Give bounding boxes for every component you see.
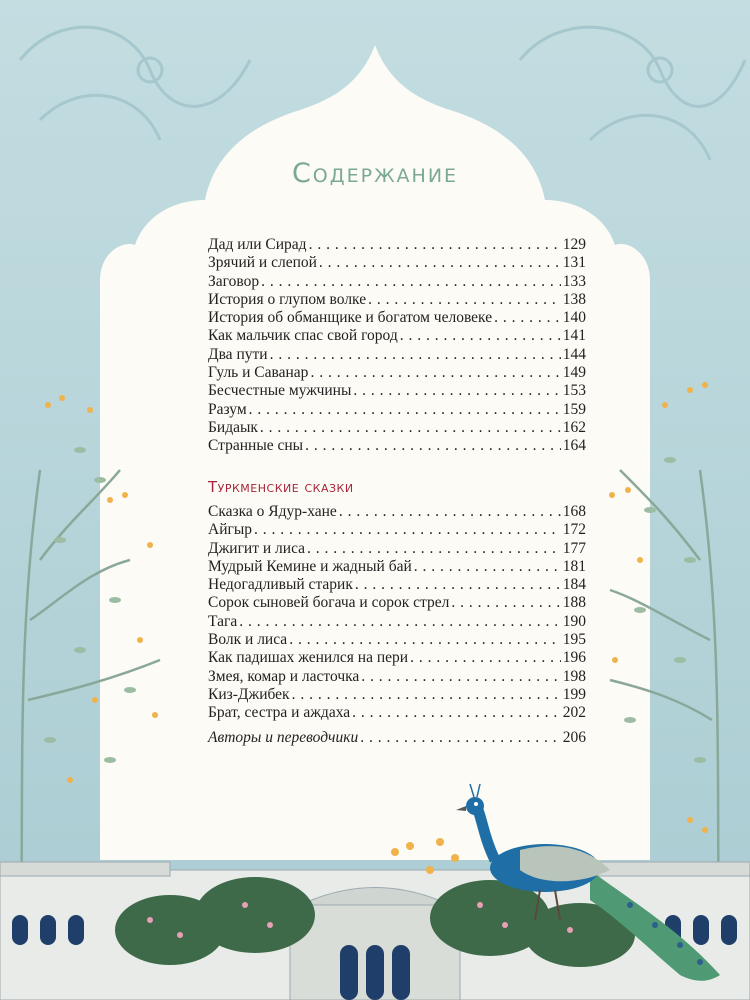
toc-entry-page: 177 bbox=[562, 539, 586, 557]
toc-entry[interactable] bbox=[208, 291, 586, 309]
toc-leader-dots bbox=[355, 576, 561, 594]
toc-entry-page: 190 bbox=[562, 612, 586, 630]
toc-entry-title: Тага bbox=[208, 612, 238, 630]
toc-leader-dots bbox=[319, 254, 561, 272]
toc-entry[interactable] bbox=[208, 236, 586, 254]
toc-entry-title: Как падишах женился на пери bbox=[208, 649, 409, 667]
toc-leader-dots bbox=[368, 291, 561, 309]
toc-group-1 bbox=[208, 236, 586, 456]
toc-group-2 bbox=[208, 503, 586, 723]
toc-entry-title: История об обманщике и богатом человеке bbox=[208, 309, 493, 327]
toc-entry[interactable] bbox=[208, 704, 586, 722]
toc-leader-dots bbox=[270, 346, 561, 364]
toc-entry-page: 198 bbox=[562, 667, 586, 685]
toc-entry-page: 164 bbox=[562, 437, 586, 455]
toc-entry-title: Волк и лиса bbox=[208, 631, 288, 649]
toc-entry-title: Бесчестные мужчины bbox=[208, 382, 352, 400]
toc-entry-title: Змея, комар и ласточка bbox=[208, 667, 360, 685]
toc-leader-dots bbox=[260, 419, 561, 437]
toc-entry-title: Два пути bbox=[208, 345, 268, 363]
toc-entry[interactable] bbox=[208, 437, 586, 455]
toc-entry-page: 162 bbox=[562, 418, 586, 436]
toc-entry[interactable] bbox=[208, 668, 586, 686]
toc-leader-dots bbox=[451, 594, 560, 612]
toc-entry-title: Сорок сыновей богача и сорок стрел bbox=[208, 594, 450, 612]
toc-leader-dots bbox=[361, 668, 560, 686]
toc-entry-title: Джигит и лиса bbox=[208, 539, 306, 557]
toc-leader-dots bbox=[339, 503, 561, 521]
toc-leader-dots bbox=[254, 521, 561, 539]
toc-entry-page: 153 bbox=[562, 382, 586, 400]
toc-entry-page: 199 bbox=[562, 685, 586, 703]
toc-entry-page: 144 bbox=[562, 345, 586, 363]
toc-entry-page: 168 bbox=[562, 503, 586, 520]
toc-entry-page: 184 bbox=[562, 576, 586, 594]
toc-entry-page: 181 bbox=[562, 557, 586, 575]
toc-entry-title: Как мальчик спас свой город bbox=[208, 327, 398, 345]
toc-entry-page: 195 bbox=[562, 631, 586, 649]
toc-entry-title: Айгыр bbox=[208, 521, 253, 539]
toc-entry[interactable] bbox=[208, 613, 586, 631]
toc-entry-title: Авторы и переводчики bbox=[208, 729, 359, 746]
toc-entry-title: Мудрый Кемине и жадный бай bbox=[208, 557, 412, 575]
toc-entry-page: 131 bbox=[562, 254, 586, 272]
toc-leader-dots bbox=[494, 309, 561, 327]
toc-entry-title: Заговор bbox=[208, 272, 260, 290]
toc-entry-title: История о глупом волке bbox=[208, 290, 367, 308]
toc-entry-page: 138 bbox=[562, 290, 586, 308]
toc-entry-title: Киз-Джибек bbox=[208, 685, 290, 703]
toc-leader-dots bbox=[310, 364, 560, 382]
toc-entry[interactable] bbox=[208, 594, 586, 612]
toc-leader-dots bbox=[309, 236, 561, 254]
toc-entry-page: 141 bbox=[562, 327, 586, 345]
toc-entry-title: Сказка о Ядур-хане bbox=[208, 503, 337, 520]
toc-entry-title: Гуль и Саванар bbox=[208, 364, 309, 382]
toc-entry-page: 159 bbox=[562, 400, 586, 418]
toc-entry[interactable] bbox=[208, 576, 586, 594]
toc-leader-dots bbox=[289, 631, 561, 649]
toc-entry-page: 206 bbox=[562, 729, 586, 746]
toc-leader-dots bbox=[410, 649, 561, 667]
toc-leader-dots bbox=[261, 273, 561, 291]
toc-leader-dots bbox=[353, 382, 560, 400]
toc-leader-dots bbox=[307, 540, 561, 558]
toc-leader-dots bbox=[400, 327, 561, 345]
toc-entry[interactable] bbox=[208, 558, 586, 576]
toc-entry[interactable] bbox=[208, 686, 586, 704]
toc-entry[interactable] bbox=[208, 419, 586, 437]
toc-entry-title: Разум bbox=[208, 400, 247, 418]
toc-entry-page: 133 bbox=[562, 272, 586, 290]
toc-entry[interactable] bbox=[208, 649, 586, 667]
toc-leader-dots bbox=[352, 704, 561, 722]
toc-entry-title: Брат, сестра и аждаха bbox=[208, 704, 351, 722]
toc-entry[interactable] bbox=[208, 631, 586, 649]
toc-entry[interactable] bbox=[208, 382, 586, 400]
toc-entry-page: 172 bbox=[562, 521, 586, 539]
toc-entry-page: 196 bbox=[562, 649, 586, 667]
toc-entry[interactable] bbox=[208, 254, 586, 272]
toc-entry[interactable] bbox=[208, 503, 586, 521]
toc-leader-dots bbox=[239, 613, 561, 631]
toc-authors bbox=[208, 729, 586, 747]
section-heading: Туркменские сказки bbox=[208, 478, 354, 496]
toc-entry[interactable] bbox=[208, 309, 586, 327]
toc-entry-page: 140 bbox=[562, 309, 586, 327]
toc-entry-page: 188 bbox=[562, 594, 586, 612]
page-title: Содержание bbox=[291, 158, 459, 189]
toc-entry[interactable] bbox=[208, 364, 586, 382]
toc-entry-page: 149 bbox=[562, 364, 586, 382]
toc-leader-dots bbox=[292, 686, 561, 704]
toc-entry-title: Зрячий и слепой bbox=[208, 254, 317, 272]
toc-entry-authors[interactable] bbox=[208, 729, 586, 747]
toc-entry-page: 129 bbox=[562, 236, 586, 253]
toc-entry[interactable] bbox=[208, 346, 586, 364]
toc-leader-dots bbox=[249, 401, 561, 419]
toc-leader-dots bbox=[305, 437, 561, 455]
toc-leader-dots bbox=[414, 558, 561, 576]
toc-entry[interactable] bbox=[208, 273, 586, 291]
toc-leader-dots bbox=[360, 729, 561, 747]
toc-entry-page: 202 bbox=[562, 704, 586, 722]
toc-entry[interactable] bbox=[208, 540, 586, 558]
toc-entry-title: Странные сны bbox=[208, 437, 304, 455]
toc-entry[interactable] bbox=[208, 401, 586, 419]
toc-entry[interactable] bbox=[208, 521, 586, 539]
toc-entry-title: Дад или Сирад bbox=[208, 236, 307, 253]
toc-entry-title: Недогадливый старик bbox=[208, 576, 353, 594]
toc-entry-title: Бидаык bbox=[208, 418, 258, 436]
toc-entry[interactable] bbox=[208, 327, 586, 345]
